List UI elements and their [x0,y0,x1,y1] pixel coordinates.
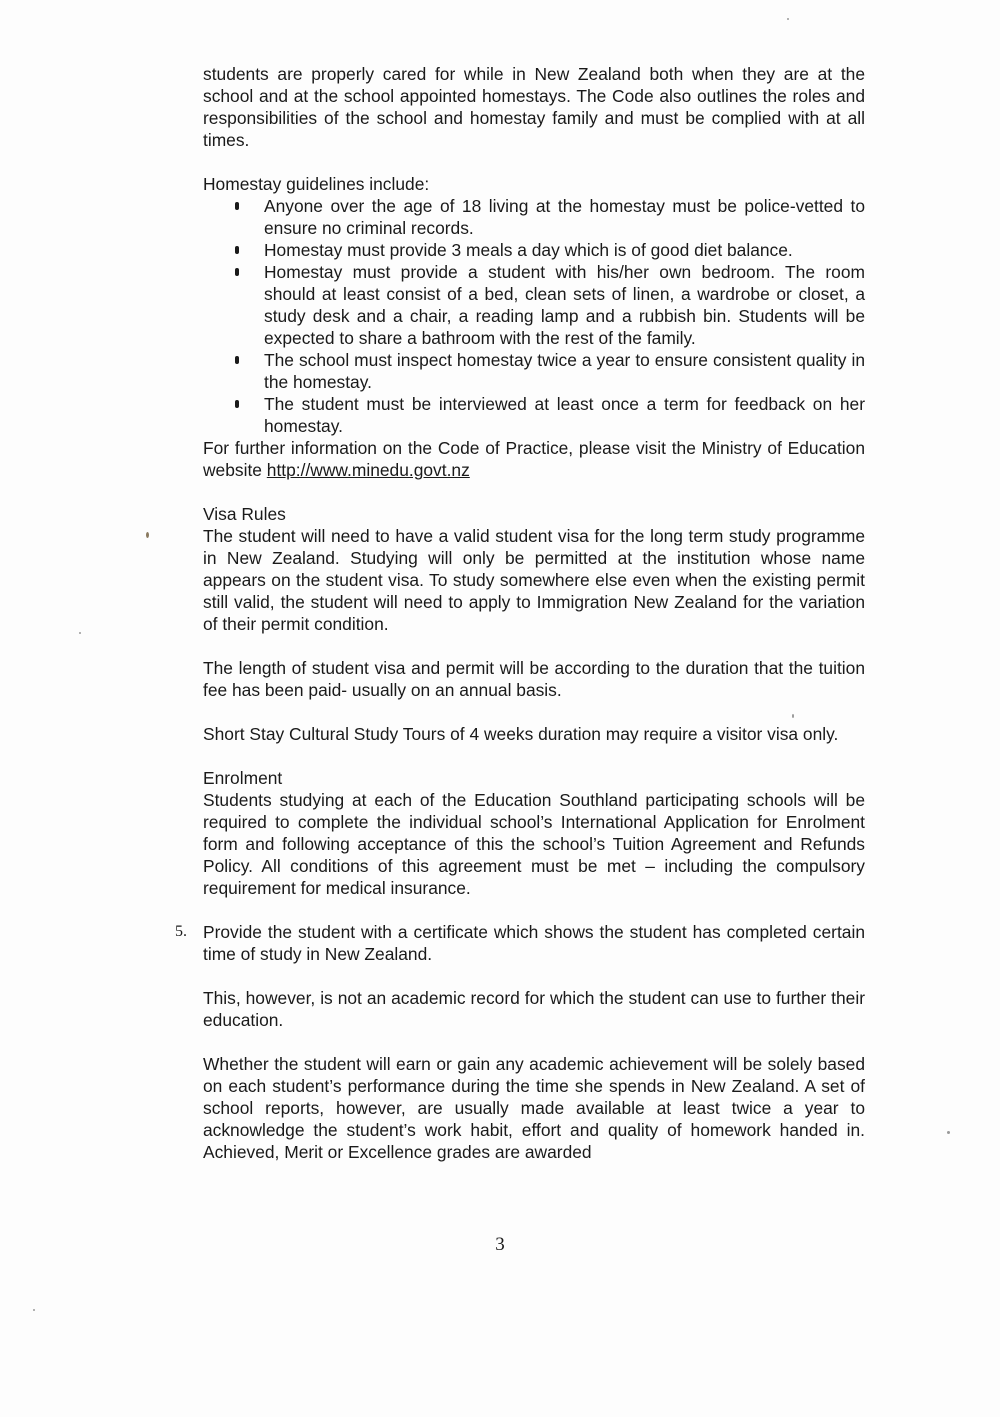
scan-speck [947,1131,950,1134]
list-item-text: Anyone over the age of 18 living at the homestay must be police-vetted to ensure no criminal records. [264,196,865,238]
intro-paragraph: students are properly cared for while in New Zealand both when they are at the school and at the school appointed homestays. The Code also outlines the roles and responsibilities of the school and homestay family and must be complied with at all times. [203,64,865,150]
homestay-heading: Homestay guidelines include: [203,174,430,194]
visa-paragraph-1: The student will need to have a valid student visa for the long term study programme in New Zealand. Studying will only be permitted at the institution whose name appears on the student visa. To study somewhere else even when the existing permit still valid, the student will need to apply to Immigration New Zealand for the variation of their permit condition. [203,526,865,634]
item-number: 5. [175,923,187,940]
list-item-text: Homestay must provide a student with his/her own bedroom. The room should at least consist of a bed, clean sets of linen, a wardrobe or closet, a study desk and a chair, a reading lamp and a rubbish bin. Students will be expected to share a bathroom with the rest of the family. [264,262,865,348]
scan-speck [146,532,149,538]
visa-heading: Visa Rules [203,504,286,524]
bullet-icon [235,400,239,408]
visa-paragraph-3: Short Stay Cultural Study Tours of 4 weeks duration may require a visitor visa only. [203,724,839,744]
item-5-paragraph-2: This, however, is not an academic record for which the student can use to further their education. [203,988,865,1030]
further-info-paragraph [203,437,865,481]
item-5-paragraph-3: Whether the student will earn or gain any academic achievement will be solely based on each student’s performance during the time she spends in New Zealand. A set of school reports, however, are usually made available at least twice a year to acknowledge the student’s work habit, effort and quality of homework handed in. Achieved, Merit or Excellence grades are awarded [203,1054,865,1162]
item-5-paragraph-1: Provide the student with a certificate which shows the student has completed certain time of study in New Zealand. [203,922,865,964]
list-item [203,195,865,239]
visa-paragraph-2: The length of student visa and permit will be according to the duration that the tuition fee has been paid- usually on an annual basis. [203,658,865,700]
bullet-icon [235,202,239,210]
homestay-guidelines-list [203,195,865,437]
list-item-text: The school must inspect homestay twice a year to ensure consistent quality in the homestay. [264,350,865,392]
list-item [203,393,865,437]
enrolment-heading: Enrolment [203,768,283,788]
numbered-item-5 [175,921,865,965]
list-item [203,349,865,393]
document-body [175,63,865,1163]
bullet-icon [235,246,239,254]
list-item-text: The student must be interviewed at least once a term for feedback on her homestay. [264,394,865,436]
page-number: 3 [495,1234,505,1255]
list-item [203,261,865,349]
bullet-icon [235,268,239,276]
list-item [203,239,865,261]
scan-speck [787,18,789,20]
enrolment-paragraph: Students studying at each of the Education Southland participating schools will be required to complete the individual school’s International Application for Enrolment form and following acceptance of this the school’s Tuition Agreement and Refunds Policy. All conditions of this agreement must be met – including the compulsory requirement for medical insurance. [203,790,865,898]
scan-speck [33,1309,35,1311]
list-item-text: Homestay must provide 3 meals a day which is of good diet balance. [264,240,793,260]
further-info-text: For further information on the Code of Practice, please visit the Ministry of Education website [203,438,865,480]
ministry-website-link[interactable]: http://www.minedu.govt.nz [266,460,470,480]
bullet-icon [235,356,239,364]
scan-speck [79,632,81,634]
